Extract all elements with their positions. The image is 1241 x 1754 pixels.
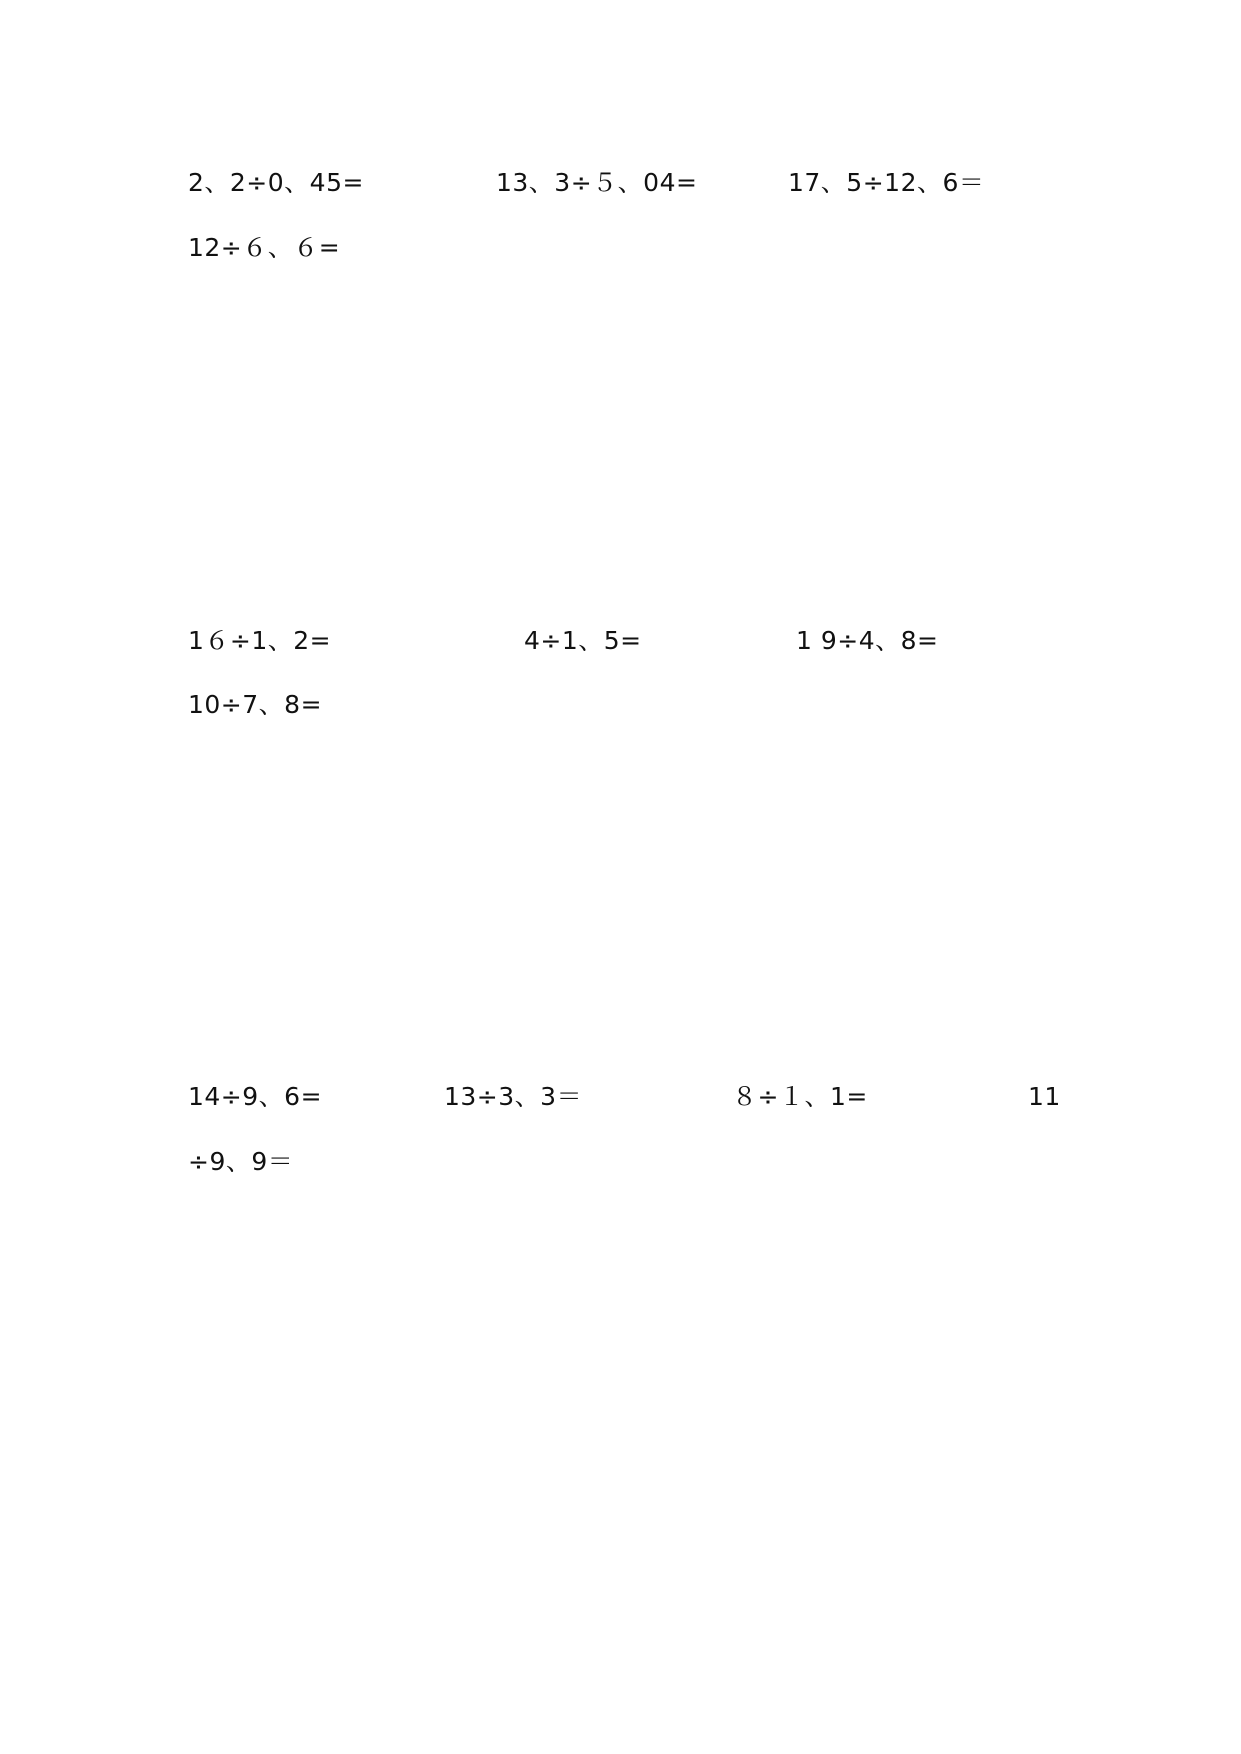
- division-problem-start: 11: [1028, 1082, 1061, 1111]
- division-problem: 1６÷1、2=: [188, 626, 332, 655]
- division-problem: 4÷1、5=: [524, 626, 642, 655]
- division-problem: ８÷１、1=: [732, 1082, 868, 1111]
- division-problem: 1 9÷4、8=: [796, 626, 939, 655]
- division-problem: 14÷9、6=: [188, 1082, 323, 1111]
- division-problem-continued: ÷9、9＝: [188, 1147, 294, 1176]
- division-problem: 13、3÷５、04=: [496, 168, 698, 197]
- division-problem: 2、2÷0、45=: [188, 168, 364, 197]
- division-problem: 10÷7、8=: [188, 690, 323, 719]
- division-problem: 13÷3、3＝: [444, 1082, 583, 1111]
- division-problem: 17、5÷12、6＝: [788, 168, 985, 197]
- division-problem: 12÷６、６=: [188, 233, 341, 262]
